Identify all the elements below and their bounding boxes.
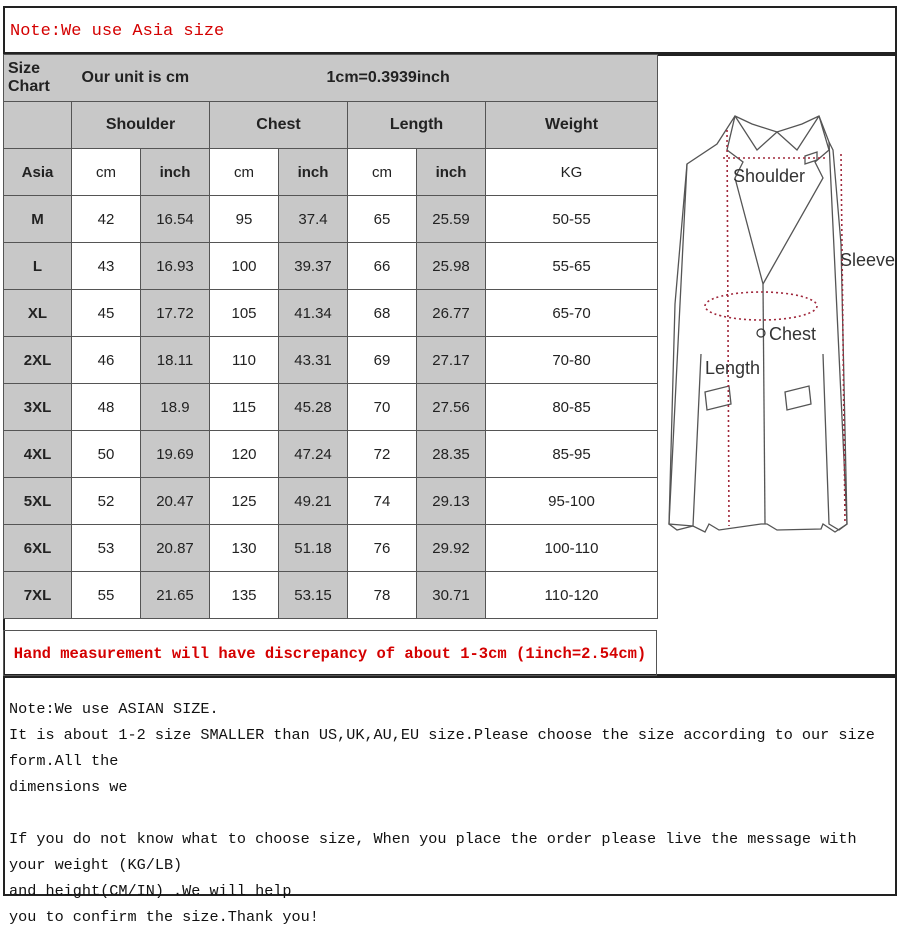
table-cell: 29.13 <box>417 478 486 525</box>
table-cell: 28.35 <box>417 431 486 478</box>
table-cell: 48 <box>72 384 141 431</box>
table-cell: 70 <box>348 384 417 431</box>
table-cell: 51.18 <box>279 525 348 572</box>
bottom-note-panel <box>3 676 897 926</box>
table-cell: 27.56 <box>417 384 486 431</box>
table-cell: 46 <box>72 337 141 384</box>
table-cell: 21.65 <box>141 572 210 619</box>
table-cell: 50 <box>72 431 141 478</box>
table-row <box>4 243 658 290</box>
chest-measure-line <box>705 292 817 320</box>
bottom-note-line: dimensions we <box>9 778 128 796</box>
table-cell: 53 <box>72 525 141 572</box>
table-cell: 105 <box>210 290 279 337</box>
table-cell: 41.34 <box>279 290 348 337</box>
table-cell: 55-65 <box>486 243 658 290</box>
table-row <box>4 337 658 384</box>
unit-cell: cm <box>348 149 417 196</box>
table-cell: 42 <box>72 196 141 243</box>
bottom-note-line: It is about 1-2 size SMALLER than US,UK,AU,EU size.Please choose the size according to our size form.All the <box>9 726 875 770</box>
table-cell: 53.15 <box>279 572 348 619</box>
table-cell: 18.9 <box>141 384 210 431</box>
table-cell: 17.72 <box>141 290 210 337</box>
unit-header-row <box>4 149 658 196</box>
unit-cell: inch <box>279 149 348 196</box>
sleeve-label: Sleeve <box>840 250 896 270</box>
table-cell: 16.93 <box>141 243 210 290</box>
table-cell: 25.98 <box>417 243 486 290</box>
table-cell: 18.11 <box>141 337 210 384</box>
size-chart-title: Size Chart <box>4 55 72 102</box>
table-cell: 66 <box>348 243 417 290</box>
table-cell: 120 <box>210 431 279 478</box>
table-cell: 100 <box>210 243 279 290</box>
table-cell: 125 <box>210 478 279 525</box>
lapel-right <box>763 116 829 284</box>
table-cell: 65-70 <box>486 290 658 337</box>
size-table <box>3 54 658 619</box>
unit-cell: cm <box>210 149 279 196</box>
unit-cell: inch <box>141 149 210 196</box>
collar <box>735 116 819 150</box>
size-label-cell: 2XL <box>4 337 72 384</box>
length-label: Length <box>705 358 761 378</box>
table-row <box>4 572 658 619</box>
right-pocket <box>785 386 811 410</box>
size-label-cell: 5XL <box>4 478 72 525</box>
table-cell: 74 <box>348 478 417 525</box>
left-pocket <box>705 386 731 410</box>
length-header: Length <box>348 102 486 149</box>
table-cell: 52 <box>72 478 141 525</box>
size-label-cell: L <box>4 243 72 290</box>
table-cell: 43 <box>72 243 141 290</box>
table-cell: 26.77 <box>417 290 486 337</box>
group-header-row <box>4 102 658 149</box>
table-row <box>4 196 658 243</box>
table-cell: 110 <box>210 337 279 384</box>
table-cell: 76 <box>348 525 417 572</box>
unit-label: Our unit is cm <box>72 55 279 102</box>
weight-header: Weight <box>486 102 658 149</box>
table-title-row <box>4 55 658 102</box>
size-label-cell: 3XL <box>4 384 72 431</box>
table-cell: 69 <box>348 337 417 384</box>
table-cell: 39.37 <box>279 243 348 290</box>
size-label-cell: XL <box>4 290 72 337</box>
top-note-text: Note:We use Asia size <box>10 22 225 41</box>
shoulder-header: Shoulder <box>72 102 210 149</box>
table-cell: 20.87 <box>141 525 210 572</box>
table-row <box>4 384 658 431</box>
jacket-diagram <box>657 54 897 676</box>
table-row <box>4 431 658 478</box>
table-cell: 30.71 <box>417 572 486 619</box>
table-cell: 37.4 <box>279 196 348 243</box>
table-row <box>4 525 658 572</box>
table-cell: 110-120 <box>486 572 658 619</box>
bottom-note-line: and height(CM/IN) .We will help <box>9 882 292 900</box>
table-cell: 72 <box>348 431 417 478</box>
lapel-left <box>727 116 763 284</box>
table-cell: 25.59 <box>417 196 486 243</box>
unit-cell: cm <box>72 149 141 196</box>
shoulder-label: Shoulder <box>733 166 806 186</box>
table-cell: 50-55 <box>486 196 658 243</box>
table-cell: 45.28 <box>279 384 348 431</box>
table-cell: 70-80 <box>486 337 658 384</box>
bottom-note-line: Note:We use ASIAN SIZE. <box>9 700 219 718</box>
size-label-cell: 6XL <box>4 525 72 572</box>
table-cell: 115 <box>210 384 279 431</box>
table-cell: 95 <box>210 196 279 243</box>
table-cell: 49.21 <box>279 478 348 525</box>
size-label-cell: M <box>4 196 72 243</box>
chest-label: Chest <box>769 324 817 344</box>
region-label: Asia <box>4 149 72 196</box>
table-row <box>4 478 658 525</box>
table-cell: 65 <box>348 196 417 243</box>
table-cell: 29.92 <box>417 525 486 572</box>
length-measure-line <box>727 130 729 526</box>
table-cell: 100-110 <box>486 525 658 572</box>
hand-measurement-note <box>3 630 657 676</box>
top-note-banner <box>3 6 897 54</box>
table-cell: 80-85 <box>486 384 658 431</box>
size-label-cell: 4XL <box>4 431 72 478</box>
table-cell: 20.47 <box>141 478 210 525</box>
table-cell: 130 <box>210 525 279 572</box>
table-cell: 95-100 <box>486 478 658 525</box>
size-label-cell: 7XL <box>4 572 72 619</box>
table-cell: 47.24 <box>279 431 348 478</box>
table-cell: 85-95 <box>486 431 658 478</box>
bottom-note-line: If you do not know what to choose size, When you place the order please live the message with your weight (KG/LB) <box>9 830 857 874</box>
table-cell: 16.54 <box>141 196 210 243</box>
table-cell: 78 <box>348 572 417 619</box>
table-cell: 19.69 <box>141 431 210 478</box>
bottom-note-line: you to confirm the size.Thank you! <box>9 908 319 926</box>
table-cell: 27.17 <box>417 337 486 384</box>
table-cell: 55 <box>72 572 141 619</box>
table-cell: 135 <box>210 572 279 619</box>
table-cell: 68 <box>348 290 417 337</box>
unit-cell: inch <box>417 149 486 196</box>
chest-header: Chest <box>210 102 348 149</box>
table-cell: 43.31 <box>279 337 348 384</box>
table-cell: 45 <box>72 290 141 337</box>
conversion-label: 1cm=0.3939inch <box>279 55 658 102</box>
table-row <box>4 290 658 337</box>
unit-cell: KG <box>486 149 658 196</box>
hand-measurement-text: Hand measurement will have discrepancy of about 1-3cm (1inch=2.54cm) <box>13 645 647 663</box>
blank-header-cell <box>4 102 72 149</box>
